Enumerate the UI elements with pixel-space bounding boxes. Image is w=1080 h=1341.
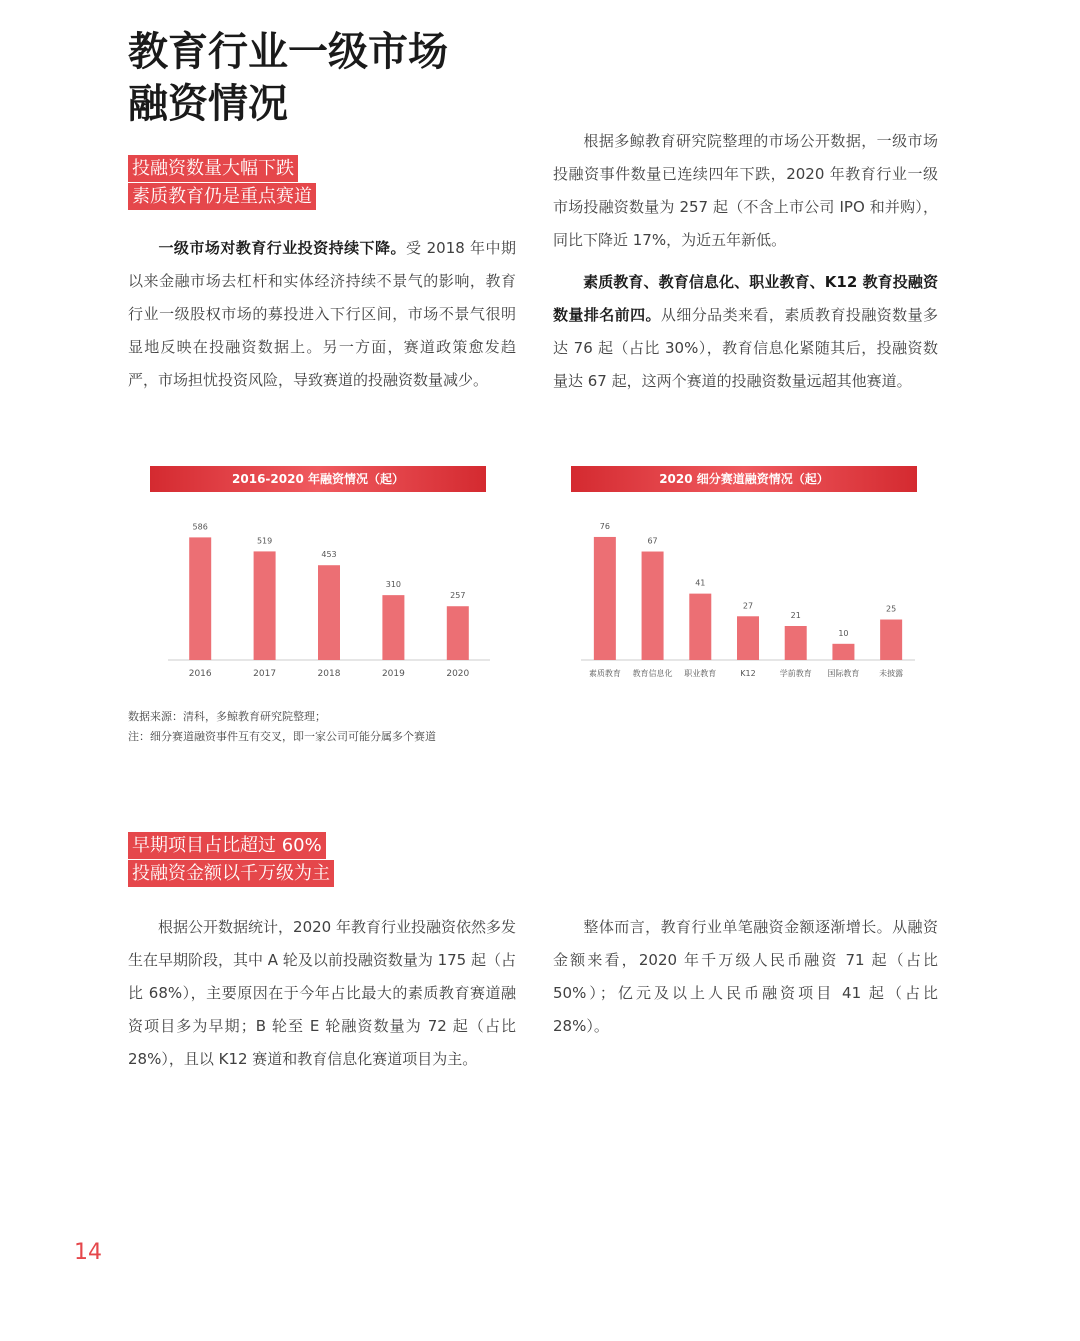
chart-notes <box>128 707 436 747</box>
section2-right-text: 整体而言，教育行业单笔融资金额逐渐增长。从融资金额来看，2020 年千万级人民币融资 71 起（占比 50%）；亿元及以上人民币融资项目 41 起（占比 28%）。 <box>553 918 938 1035</box>
chart-category-label: 2016 <box>188 669 212 679</box>
chart-yearly-financing-svg <box>140 462 505 687</box>
chart-value-label: 27 <box>742 601 754 611</box>
chart-value-label: 257 <box>450 591 466 601</box>
chart-category-label: K12 <box>740 669 756 678</box>
overlap-note: 注：细分赛道融资事件互有交叉，即一家公司可能分属多个赛道 <box>128 730 436 743</box>
chart-bar <box>832 644 854 660</box>
chart-value-label: 67 <box>647 536 658 546</box>
chart-category-label: 国际教育 <box>827 669 860 678</box>
chart-yearly-financing <box>140 462 505 687</box>
page-title-line2: 融资情况 <box>128 81 288 127</box>
chart-segment-financing <box>565 462 930 687</box>
section2-left-text: 根据公开数据统计，2020 年教育行业投融资依然多发生在早期阶段，其中 A 轮及以前投融资数量为 175 起（占比 68%），主要原因在于今年占比最大的素质教育赛道融资项目多为早期；B 轮至 E 轮融资数量为 72 起（占比 28%），且以 K12 赛道和教育信息化赛道项目为主。 <box>128 918 516 1068</box>
chart-bar <box>382 595 404 660</box>
chart-title: 2016-2020 年融资情况（起） <box>232 472 404 486</box>
chart-category-label: 2019 <box>381 669 405 679</box>
chart-category-label: 未披露 <box>879 669 904 678</box>
chart-value-label: 310 <box>385 580 402 590</box>
chart-value-label: 453 <box>321 550 337 560</box>
section1-left-paragraph <box>128 232 516 397</box>
chart-value-label: 76 <box>599 521 610 531</box>
chart-category-label: 2020 <box>446 669 470 679</box>
chart-category-label: 素质教育 <box>588 669 621 678</box>
chart-bar <box>447 606 469 660</box>
section1-right-paragraph1 <box>553 125 938 257</box>
section1-tag-line1: 投融资数量大幅下跌 <box>128 155 298 182</box>
chart-category-label: 学前教育 <box>779 669 812 678</box>
chart-value-label: 586 <box>192 522 208 532</box>
section1-right-p1-text: 根据多鲸教育研究院整理的市场公开数据，一级市场投融资事件数量已连续四年下跌，2020 年教育行业一级市场投融资数量为 257 起（不含上市公司 IPO 和并购），同比下降近 17%，为近五年新低。 <box>553 132 938 249</box>
chart-bar <box>642 552 664 660</box>
chart-bar <box>254 551 276 660</box>
section1-left-text: 受 2018 年中期以来金融市场去杠杆和实体经济持续不景气的影响，教育行业一级股权市场的募投进入下行区间，市场不景气很明显地反映在投融资数据上。另一方面，赛道政策愈发趋严，市场担忧投资风险，导致赛道的投融资数量减少。 <box>128 239 516 389</box>
chart-category-label: 职业教育 <box>684 669 717 678</box>
data-source-note: 数据来源：清科，多鲸教育研究院整理； <box>128 710 326 723</box>
section2-right-paragraph <box>553 911 938 1043</box>
chart-bar <box>189 537 211 660</box>
chart-bar <box>785 626 807 660</box>
chart-value-label: 21 <box>790 611 801 620</box>
chart-title: 2020 细分赛道融资情况（起） <box>659 472 829 486</box>
section2-left-paragraph <box>128 911 516 1076</box>
chart-value-label: 519 <box>256 536 273 546</box>
chart-value-label: 41 <box>695 578 706 588</box>
section1-right-p2-bold: 素质教育、教育信息化、职业教育、K12 教育投融资数量排名前四。 <box>553 273 938 324</box>
chart-value-label: 25 <box>886 604 897 614</box>
page-title-line1: 教育行业一级市场 <box>128 29 448 75</box>
chart-value-label: 10 <box>838 628 849 638</box>
chart-category-label: 2018 <box>317 669 341 679</box>
chart-bar <box>689 594 711 660</box>
chart-segment-financing-svg <box>565 462 930 687</box>
chart-bar <box>880 620 902 660</box>
chart-bar <box>594 537 616 660</box>
section2-tag <box>128 832 334 888</box>
section2-tag-line2: 投融资金额以千万级为主 <box>128 860 334 887</box>
section1-tag <box>128 155 316 211</box>
chart-bar <box>318 565 340 660</box>
section1-right-paragraph2 <box>553 266 938 398</box>
page-title <box>128 26 448 130</box>
section1-right-p2-text: 从细分品类来看，素质教育投融资数量多达 76 起（占比 30%），教育信息化紧随其后，投融资数量达 67 起，这两个赛道的投融资数量远超其他赛道。 <box>553 306 938 390</box>
section1-tag-line2: 素质教育仍是重点赛道 <box>128 183 316 210</box>
section1-left-bold: 一级市场对教育行业投资持续下降。 <box>158 239 406 257</box>
chart-category-label: 2017 <box>253 669 277 679</box>
chart-bar <box>737 616 759 660</box>
page-number: 14 <box>74 1240 102 1265</box>
section2-tag-line1: 早期项目占比超过 60% <box>128 832 326 859</box>
chart-category-label: 教育信息化 <box>632 669 673 678</box>
